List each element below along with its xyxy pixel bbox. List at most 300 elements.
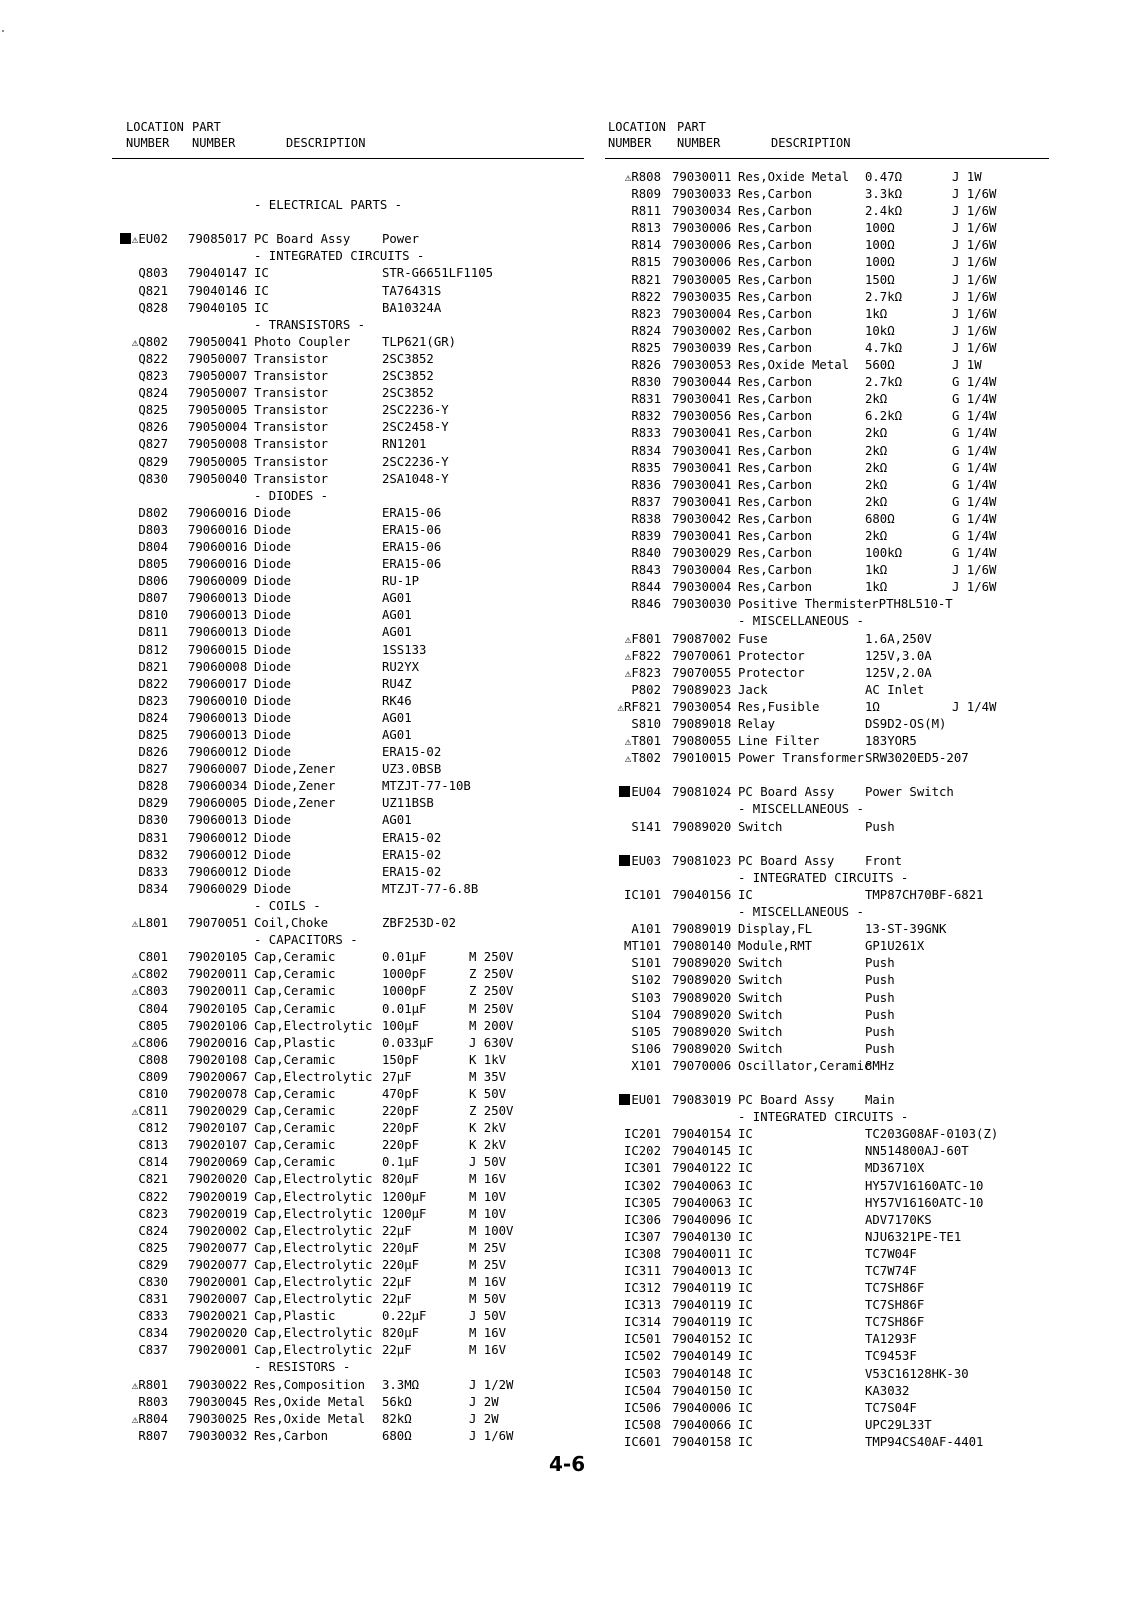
part-row [112, 1240, 584, 1257]
part-number: 79089020 [672, 990, 732, 1005]
location-number: IC506 [623, 1400, 661, 1415]
part-number: 79030011 [672, 170, 732, 184]
safety-warning-icon: ⚠ [131, 985, 139, 999]
value: 100µF [382, 1018, 420, 1033]
rating: G 1/4W [952, 511, 997, 526]
location-cell [112, 351, 168, 368]
part-row [605, 494, 1049, 511]
location-number: C824 [138, 1223, 168, 1238]
part-number: 79087002 [672, 631, 732, 646]
value: DS9D2-OS(M) [865, 717, 947, 731]
description: Res,Carbon [738, 289, 813, 304]
part-row [605, 374, 1049, 391]
part-number: 79030004 [672, 306, 732, 321]
location-cell [605, 1024, 661, 1041]
location-number: C825 [138, 1240, 168, 1255]
part-row [605, 1348, 1049, 1365]
description: Res,Carbon [738, 460, 813, 475]
location-cell [112, 385, 168, 402]
value: 22µF [382, 1343, 412, 1358]
location-cell [605, 374, 661, 391]
description: IC [738, 1161, 753, 1176]
location-cell [112, 1223, 168, 1240]
value: Main [865, 1093, 895, 1108]
location-number: C810 [138, 1086, 168, 1101]
value: 3.3MΩ [382, 1377, 420, 1392]
value: Push [865, 973, 895, 988]
value: 2kΩ [865, 528, 888, 543]
location-number: D811 [138, 625, 168, 640]
section-heading [112, 248, 584, 265]
description: Res,Carbon [738, 563, 813, 578]
part-row [112, 676, 584, 693]
left-column-header [112, 120, 584, 159]
part-row [112, 1120, 584, 1137]
location-number: R811 [631, 204, 661, 219]
location-number: D833 [138, 864, 168, 879]
part-row [112, 864, 584, 881]
part-number: 79030032 [188, 1428, 248, 1443]
location-cell [112, 1018, 168, 1035]
value: 2kΩ [865, 443, 888, 458]
rating: J 2W [469, 1411, 499, 1426]
description: Display,FL [738, 922, 813, 937]
location-number: Q826 [138, 420, 168, 435]
part-row [605, 545, 1049, 562]
value: 680Ω [865, 511, 895, 526]
value: 0.01µF [382, 950, 427, 965]
description: Switch [738, 990, 783, 1005]
location-number: D823 [138, 693, 168, 708]
part-number: 79060007 [188, 762, 248, 777]
location-number: R813 [631, 221, 661, 236]
rating: J 1/6W [952, 563, 997, 578]
location-cell [112, 300, 168, 317]
value: 220µF [382, 1257, 420, 1272]
location-cell [112, 539, 168, 556]
location-number: D827 [138, 762, 168, 777]
location-number: C803 [138, 984, 168, 999]
value: ERA15-06 [382, 522, 442, 537]
description: IC [738, 1246, 753, 1261]
part-number: 79040096 [672, 1212, 732, 1227]
part-number: 79060016 [188, 539, 248, 554]
location-number: R821 [631, 272, 661, 287]
part-row [112, 1154, 584, 1171]
description: Res,Carbon [738, 255, 813, 270]
value: 220pF [382, 1121, 420, 1136]
value: 820µF [382, 1172, 420, 1187]
value: TA76431S [382, 283, 442, 298]
part-number: 79040148 [672, 1366, 732, 1381]
important-part-icon [619, 1094, 630, 1105]
location-number: R836 [631, 477, 661, 492]
value: 100Ω [865, 255, 895, 270]
part-row [112, 710, 584, 727]
location-number: S810 [631, 717, 661, 731]
location-cell [112, 830, 168, 847]
location-cell [605, 990, 661, 1007]
location-cell [605, 853, 661, 870]
location-number: IC601 [623, 1434, 661, 1449]
value: TC7S04F [865, 1400, 917, 1415]
description: Cap,Electrolytic [254, 1343, 373, 1358]
description: Cap,Electrolytic [254, 1326, 373, 1341]
part-row [605, 408, 1049, 425]
location-number: D805 [138, 557, 168, 572]
location-number: D812 [138, 642, 168, 657]
value: ERA15-06 [382, 505, 442, 520]
location-number: EU03 [631, 853, 661, 868]
description: Cap,Ceramic [254, 967, 336, 982]
description: Diode,Zener [254, 779, 336, 794]
location-number: IC503 [623, 1366, 661, 1381]
location-number: Q825 [138, 403, 168, 418]
rating: J 50V [469, 1309, 507, 1324]
part-number: 79010015 [672, 751, 732, 766]
value: 1SS133 [382, 642, 427, 657]
value: ERA15-02 [382, 830, 442, 845]
part-number: 79060012 [188, 864, 248, 879]
location-number: Q803 [138, 266, 168, 281]
location-cell [112, 522, 168, 539]
location-cell [605, 1400, 661, 1417]
location-cell [112, 607, 168, 624]
part-number-header: NUMBER [677, 136, 721, 150]
location-cell [112, 1428, 168, 1445]
section-title: - DIODES - [254, 488, 329, 503]
value: TC9453F [865, 1349, 917, 1364]
rating: M 25V [469, 1257, 507, 1272]
part-number: 79040145 [672, 1144, 732, 1159]
part-number: 79040147 [188, 266, 248, 281]
value: TC7SH86F [865, 1315, 925, 1330]
part-number: 79060029 [188, 881, 248, 896]
location-number: R838 [631, 511, 661, 526]
part-row [112, 471, 584, 488]
part-number: 79060012 [188, 830, 248, 845]
part-row [112, 402, 584, 419]
location-number: D803 [138, 522, 168, 537]
location-cell [112, 1394, 168, 1411]
section-heading [112, 932, 584, 949]
part-row [112, 949, 584, 966]
part-number: 79050008 [188, 437, 248, 452]
part-number: 79060015 [188, 642, 248, 657]
location-number: D829 [138, 796, 168, 811]
location-number: IC201 [623, 1127, 661, 1142]
rating: J 1/6W [952, 580, 997, 595]
description: PC Board Assy [738, 1093, 835, 1108]
location-cell [605, 1212, 661, 1229]
location-number: C809 [138, 1069, 168, 1084]
safety-warning-icon: ⚠ [131, 968, 139, 982]
location-cell [112, 778, 168, 795]
location-number: R807 [138, 1428, 168, 1443]
part-row [605, 1297, 1049, 1314]
description: Res,Carbon [738, 546, 813, 561]
value: 2SC2236-Y [382, 454, 449, 469]
section-heading [112, 488, 584, 505]
section-title: - INTEGRATED CIRCUITS - [254, 249, 425, 264]
description: Diode [254, 522, 292, 537]
location-cell [605, 699, 661, 716]
rating: J 1/4W [952, 699, 997, 714]
description: IC [254, 300, 269, 315]
part-header: PART [677, 120, 706, 134]
value: HY57V16160ATC-10 [865, 1178, 984, 1193]
section-title: - COILS - [254, 898, 321, 913]
part-number: 79070061 [672, 648, 732, 663]
location-number-header: NUMBER [126, 136, 170, 150]
description: Cap,Ceramic [254, 950, 336, 965]
part-row [605, 579, 1049, 596]
part-row [112, 1411, 584, 1428]
location-cell [112, 761, 168, 778]
description: Cap,Electrolytic [254, 1206, 373, 1221]
value: 0.22µF [382, 1309, 427, 1324]
location-cell [112, 368, 168, 385]
part-row [112, 830, 584, 847]
location-cell [605, 819, 661, 836]
part-number: 79020020 [188, 1326, 248, 1341]
location-number: F801 [631, 631, 661, 646]
part-number: 79030030 [672, 597, 732, 612]
part-row [112, 300, 584, 317]
description: Cap,Electrolytic [254, 1223, 373, 1238]
description: IC [738, 1229, 753, 1244]
value: MD36710X [865, 1161, 925, 1176]
value: 1kΩ [865, 563, 888, 578]
location-cell [112, 573, 168, 590]
description: Diode [254, 642, 292, 657]
description: Res,Carbon [738, 528, 813, 543]
location-cell [605, 938, 661, 955]
part-number: 79020002 [188, 1223, 248, 1238]
value: 82kΩ [382, 1411, 412, 1426]
part-number: 79040063 [672, 1178, 732, 1193]
location-number: IC101 [623, 887, 661, 902]
location-cell [112, 1069, 168, 1086]
description: Cap,Ceramic [254, 1086, 336, 1101]
part-row [605, 682, 1049, 699]
part-row [605, 921, 1049, 938]
location-cell [605, 272, 661, 289]
value: TC7SH86F [865, 1298, 925, 1313]
value: Power [382, 232, 420, 247]
part-number: 79050041 [188, 334, 248, 349]
part-row [605, 1058, 1049, 1075]
part-row [112, 761, 584, 778]
description: Switch [738, 1041, 783, 1056]
description: Diode [254, 864, 292, 879]
value: SRW3020ED5-207 [865, 751, 969, 766]
left-parts-column [112, 120, 584, 1443]
part-row [112, 1018, 584, 1035]
description: Diode [254, 830, 292, 845]
part-row [112, 812, 584, 829]
location-cell [112, 1377, 168, 1394]
location-number: Q829 [138, 454, 168, 469]
part-row [112, 983, 584, 1000]
part-number: 79030004 [672, 580, 732, 595]
value: ERA15-02 [382, 864, 442, 879]
part-row [605, 938, 1049, 955]
value: TC203G08AF-0103(Z) [865, 1127, 999, 1142]
value: 0.47Ω [865, 170, 903, 184]
safety-warning-icon: ⚠ [624, 649, 632, 663]
part-number: 79040122 [672, 1161, 732, 1176]
description: Res,Carbon [738, 221, 813, 236]
value: 1200µF [382, 1189, 427, 1204]
location-number: L801 [138, 916, 168, 931]
part-row [112, 1428, 584, 1445]
spacer [605, 767, 1049, 784]
value: 4.7kΩ [865, 340, 903, 355]
location-number: Q828 [138, 300, 168, 315]
description: IC [738, 1144, 753, 1159]
part-row [112, 505, 584, 522]
rating: M 250V [469, 1001, 514, 1016]
location-cell [112, 915, 168, 932]
description: IC [254, 266, 269, 281]
part-number: 79020107 [188, 1138, 248, 1153]
value: 100Ω [865, 221, 895, 236]
location-cell [605, 408, 661, 425]
location-number: D806 [138, 574, 168, 589]
description: Switch [738, 1024, 783, 1039]
part-number: 79040130 [672, 1229, 732, 1244]
location-cell [112, 590, 168, 607]
part-number: 79050007 [188, 386, 248, 401]
part-number: 79030002 [672, 323, 732, 338]
description: Diode [254, 625, 292, 640]
location-cell [112, 265, 168, 282]
part-number: 79030041 [672, 460, 732, 475]
part-number: 79050005 [188, 403, 248, 418]
location-number: R843 [631, 563, 661, 578]
rating: J 1/6W [952, 340, 997, 355]
location-number: R831 [631, 392, 661, 407]
important-part-icon [619, 855, 630, 866]
part-number: 79020016 [188, 1035, 248, 1050]
part-number: 79020001 [188, 1275, 248, 1289]
location-cell [112, 419, 168, 436]
part-row [112, 1291, 584, 1308]
value: AG01 [382, 710, 412, 725]
location-number: S106 [631, 1041, 661, 1056]
value: RU2YX [382, 659, 420, 674]
part-number: 79040006 [672, 1400, 732, 1415]
part-number: 79030005 [672, 272, 732, 287]
description: Transistor [254, 454, 329, 469]
part-number: 79020078 [188, 1086, 248, 1101]
value: 56kΩ [382, 1394, 412, 1409]
description: Diode [254, 591, 292, 606]
location-number: C814 [138, 1155, 168, 1170]
location-number: EU01 [631, 1093, 661, 1108]
description: Diode [254, 574, 292, 589]
location-number: C829 [138, 1257, 168, 1272]
description: Diode [254, 676, 292, 691]
description: Res,Carbon [738, 187, 813, 202]
value: 1200µF [382, 1206, 427, 1221]
part-number: 79070051 [188, 916, 248, 931]
location-cell [605, 1417, 661, 1434]
value: 2SA1048-Y [382, 471, 449, 486]
rating: G 1/4W [952, 528, 997, 543]
description: Cap,Electrolytic [254, 1292, 373, 1307]
part-row [112, 1001, 584, 1018]
value: 2SC3852 [382, 386, 434, 401]
part-number: 79070006 [672, 1058, 732, 1073]
rating: M 50V [469, 1292, 507, 1307]
rating: J 1/6W [469, 1428, 514, 1443]
part-row [605, 1092, 1049, 1109]
location-number: D807 [138, 591, 168, 606]
location-number: C833 [138, 1309, 168, 1324]
part-row [605, 1434, 1049, 1451]
location-cell [605, 1297, 661, 1314]
description: Diode [254, 608, 292, 623]
section-title: - INTEGRATED CIRCUITS - [738, 1110, 909, 1125]
description: Res,Carbon [738, 238, 813, 253]
part-number: 79060013 [188, 591, 248, 606]
description: Res,Oxide Metal [738, 170, 850, 184]
part-number: 79081023 [672, 853, 732, 868]
description: Oscillator,Ceramic [738, 1058, 872, 1073]
part-row [112, 265, 584, 282]
description: Diode [254, 693, 292, 708]
location-number: D825 [138, 728, 168, 742]
location-number: R832 [631, 409, 661, 424]
part-row [605, 1160, 1049, 1177]
section-heading [605, 1109, 1049, 1126]
part-number: 79020001 [188, 1343, 248, 1358]
location-cell [112, 334, 168, 351]
part-row [605, 1417, 1049, 1434]
description: Cap,Electrolytic [254, 1172, 373, 1187]
description: Cap,Electrolytic [254, 1018, 373, 1033]
location-cell [112, 1001, 168, 1018]
part-number: 79080140 [672, 939, 732, 954]
description: Res,Oxide Metal [738, 358, 850, 373]
description: IC [738, 1127, 753, 1142]
important-part-icon [619, 786, 630, 797]
location-cell [112, 1325, 168, 1342]
location-cell [112, 556, 168, 573]
location-cell [605, 306, 661, 323]
description: Diode,Zener [254, 762, 336, 777]
rating: M 16V [469, 1275, 507, 1289]
location-cell [605, 357, 661, 374]
value: 1kΩ [865, 580, 888, 595]
part-row [112, 847, 584, 864]
part-row [605, 1041, 1049, 1058]
location-cell [112, 676, 168, 693]
description: IC [254, 283, 269, 298]
location-cell [605, 1092, 661, 1109]
location-cell [605, 220, 661, 237]
part-number: 79060012 [188, 745, 248, 760]
value: 220µF [382, 1240, 420, 1255]
rating: J 1/6W [952, 255, 997, 270]
part-number: 79030041 [672, 443, 732, 458]
part-row [112, 1342, 584, 1359]
location-cell [112, 1411, 168, 1428]
value: AG01 [382, 813, 412, 828]
location-cell [605, 972, 661, 989]
